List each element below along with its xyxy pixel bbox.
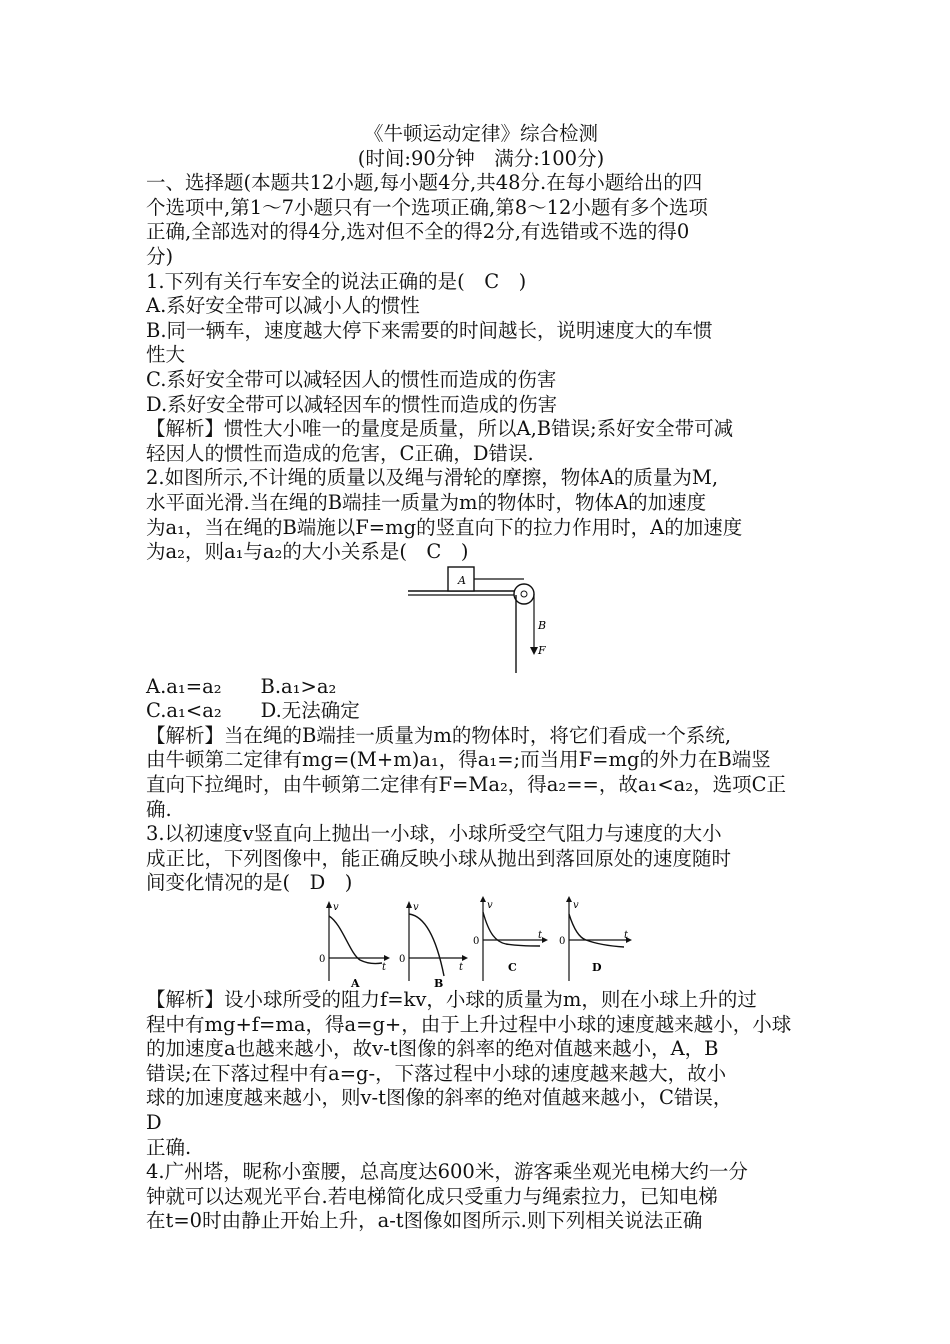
graph-label-a: A: [351, 977, 360, 989]
section-heading-line: 分): [146, 244, 174, 268]
q3-analysis: 程中有mg+f=ma，得a=g+，由于上升过程中小球的速度越来越小，小球: [146, 1012, 792, 1036]
q2-stem: 水平面光滑.当在绳的B端挂一质量为m的物体时，物体A的加速度: [146, 490, 707, 514]
q2-option: A.a₁=a₂ B.a₁>a₂: [146, 674, 337, 698]
section-heading-line: 正确,全部选对的得4分,选对但不全的得2分,有选错或不选的得0: [146, 220, 690, 244]
q3-stem: 3.以初速度v竖直向上抛出一小球，小球所受空气阻力与速度的大小: [146, 822, 722, 846]
q4-stem: 在t=0时由静止开始上升，a-t图像如图所示.则下列相关说法正确: [146, 1209, 703, 1233]
q3-analysis: 【解析】设小球所受的阻力f=kv，小球的质量为m，则在小球上升的过: [146, 988, 757, 1012]
graph-label-b: B: [434, 977, 444, 989]
q1-option: B.同一辆车，速度越大停下来需要的时间越长，说明速度大的车惯: [146, 318, 713, 342]
q2-analysis: 确.: [146, 797, 172, 821]
svg-text:t: t: [538, 930, 543, 942]
graph-label-c: C: [508, 961, 517, 975]
vt-graph-d: [559, 896, 632, 981]
svg-text:v: v: [413, 902, 419, 914]
q1-analysis: 【解析】惯性大小唯一的量度是质量，所以A,B错误;系好安全带可减: [146, 417, 734, 441]
q2-analysis: 【解析】当在绳的B端挂一质量为m的物体时，将它们看成一个系统,: [146, 723, 732, 747]
q3-analysis: 的加速度a也越来越小，故v-t图像的斜率的绝对值越来越小，A，B: [146, 1037, 719, 1061]
vt-graphs: [146, 896, 816, 988]
q2-stem: 为a₁，当在绳的B端施以F=mg的竖直向下的拉力作用时，A的加速度: [146, 515, 743, 539]
q2-stem: 2.如图所示,不计绳的质量以及绳与滑轮的摩擦，物体A的质量为M,: [146, 466, 719, 490]
svg-text:t: t: [459, 962, 464, 974]
svg-text:v: v: [487, 900, 493, 912]
section-heading-line: 个选项中,第1～7小题只有一个选项正确,第8～12小题有多个选项: [146, 195, 708, 219]
q2-stem: 为a₂，则a₁与a₂的大小关系是( C ): [146, 540, 469, 564]
q3-analysis: 错误;在下落过程中有a=g-，下落过程中小球的速度越来越大，故小: [146, 1061, 727, 1085]
document-page: [146, 122, 816, 1234]
q3-analysis: D: [146, 1111, 162, 1134]
pulley-axle: [521, 591, 527, 597]
vt-graphs-figure: [146, 896, 816, 988]
svg-text:t: t: [624, 930, 629, 942]
rope-end-b-label: B: [538, 618, 547, 632]
svg-text:0: 0: [559, 936, 566, 948]
q3-stem: 成正比，下列图像中，能正确反映小球从抛出到落回原处的速度随时: [146, 846, 732, 870]
q4-stem: 钟就可以达观光平台.若电梯简化成只受重力与绳索拉力，已知电梯: [146, 1184, 718, 1208]
force-arrow-head: [530, 647, 538, 655]
section-heading-line: 一、选择题(本题共12小题,每小题4分,共48分.在每小题给出的四: [146, 171, 703, 195]
q1-option: C.系好安全带可以减轻因人的惯性而造成的伤害: [146, 367, 557, 391]
vt-graph-a: [319, 901, 390, 988]
force-f-label: F: [538, 643, 546, 657]
pulley-diagram: [146, 565, 816, 675]
q4-stem: 4.广州塔，昵称小蛮腰，总高度达600米，游客乘坐观光电梯大约一分: [146, 1160, 748, 1184]
svg-text:0: 0: [473, 936, 480, 948]
exam-info: (时间:90分钟 满分:100分): [357, 146, 605, 170]
q3-stem: 间变化情况的是( D ): [146, 871, 353, 895]
svg-text:0: 0: [399, 954, 406, 966]
pulley-figure: [146, 565, 816, 675]
q3-analysis: 正确.: [146, 1135, 192, 1159]
svg-text:v: v: [333, 902, 339, 914]
graph-label-d: D: [592, 961, 602, 975]
q2-option: C.a₁<a₂ D.无法确定: [146, 699, 360, 723]
q1-analysis: 轻因人的惯性而造成的危害，C正确，D错误.: [146, 441, 534, 465]
svg-text:v: v: [573, 900, 579, 912]
svg-text:t: t: [382, 962, 387, 974]
q1-option: A.系好安全带可以减小人的惯性: [146, 294, 420, 318]
svg-text:0: 0: [319, 954, 326, 966]
q2-analysis: 由牛顿第二定律有mg=(M+m)a₁，得a₁=;而当用F=mg的外力在B端竖: [146, 748, 771, 772]
q2-analysis: 直向下拉绳时，由牛顿第二定律有F=Ma₂，得a₂==，故a₁<a₂，选项C正: [146, 773, 787, 797]
block-a-label: A: [458, 573, 466, 587]
q1-stem: 1.下列有关行车安全的说法正确的是( C ): [146, 269, 527, 293]
q1-option: D.系好安全带可以减轻因车的惯性而造成的伤害: [146, 392, 558, 416]
q3-analysis: 球的加速度越来越小，则v-t图像的斜率的绝对值越来越小，C错误，: [146, 1086, 733, 1110]
vt-graph-b: [399, 901, 468, 988]
vt-graph-c: [473, 896, 548, 981]
document-title: 《牛顿运动定律》综合检测: [363, 122, 598, 145]
q1-option: 性大: [146, 343, 186, 367]
